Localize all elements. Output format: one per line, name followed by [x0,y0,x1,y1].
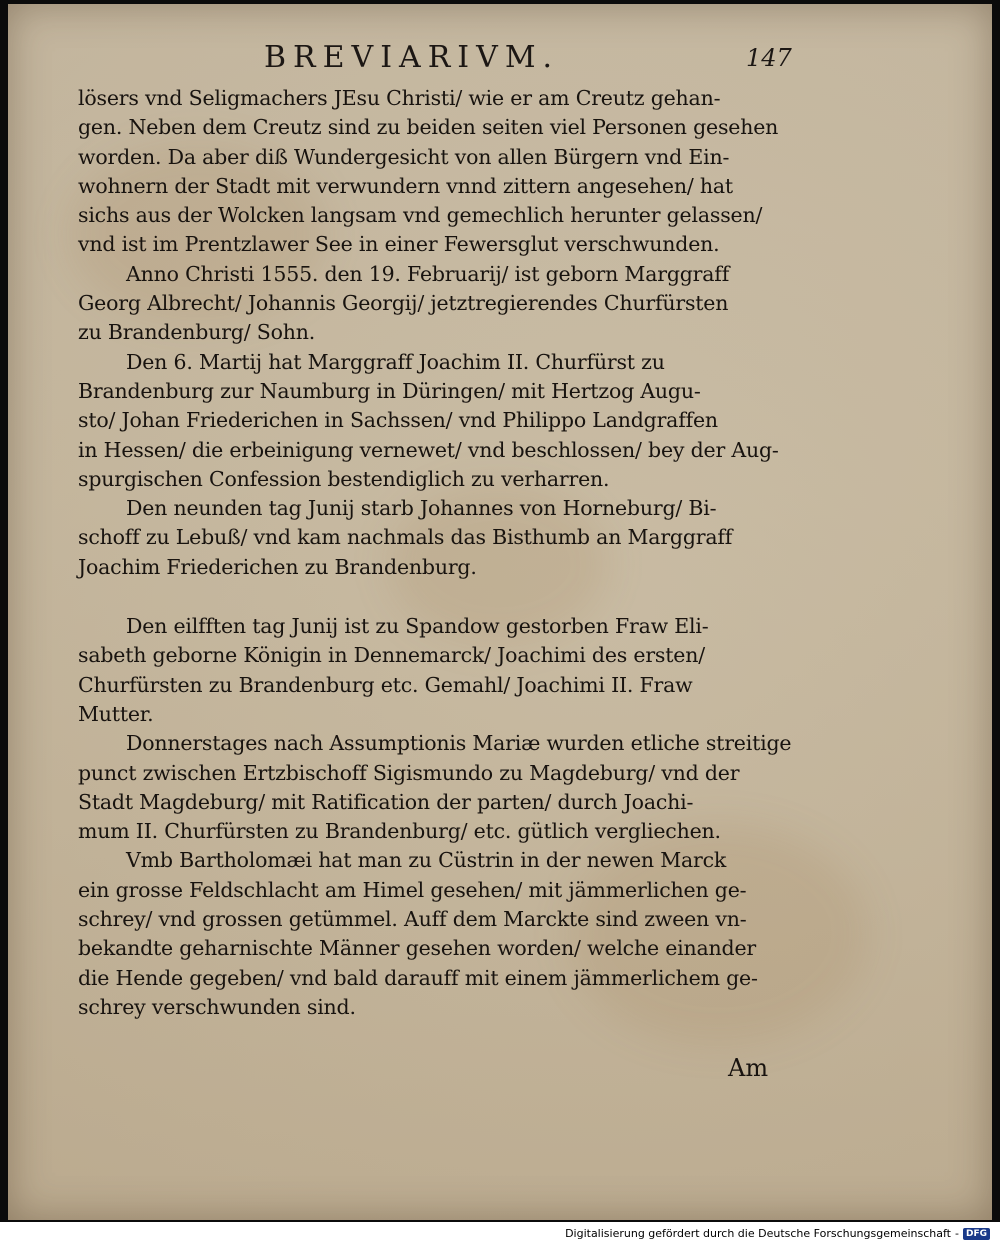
page-number: 147 [746,44,792,72]
text-line: Mutter. [78,701,154,726]
text-line: Den eilfften tag Junij ist zu Spandow gestorben Fraw Eli- [126,614,709,639]
text-line: wohnern der Stadt mit verwundern vnnd zittern angesehen/ hat [78,173,733,198]
text-line: Brandenburg zur Naumburg in Düringen/ mit Hertzog Augu- [78,378,701,403]
text-line: die Hende gegeben/ vnd bald darauff mit einem jämmerlichem ge- [78,965,758,990]
text-line: in Hessen/ die erbeinigung vernewet/ vnd beschlossen/ bey der Aug- [78,437,779,462]
dfg-logo-icon: DFG [963,1228,990,1240]
text-line: lösers vnd Seligmachers JEsu Christi/ wie er am Creutz gehan- [78,86,721,110]
text-line: Den 6. Martij hat Marggraff Joachim II. Churfürst zu [126,349,665,374]
credit-text: Digitalisierung gefördert durch die Deutsche Forschungsgemeinschaft [565,1227,951,1240]
text-line: zu Brandenburg/ Sohn. [78,320,316,345]
text-line: gen. Neben dem Creutz sind zu beiden seiten viel Personen gesehen [78,115,779,140]
text-line: vnd ist im Prentzlawer See in einer Fewersglut verschwunden. [78,232,720,257]
text-line: Joachim Friederichen zu Brandenburg. [78,554,477,579]
text-line: Stadt Magdeburg/ mit Ratification der parten/ durch Joachi- [78,789,694,814]
credit-separator: - [955,1227,959,1240]
digitization-credit [565,1227,990,1240]
catchword: Am [728,1054,769,1082]
text-line: sabeth geborne Königin in Dennemarck/ Joachimi des ersten/ [78,643,705,668]
running-head: BREVIARIVM. [264,40,560,75]
text-line: Donnerstages nach Assumptionis Mariæ wurden etliche streitige [126,731,792,756]
text-line: Anno Christi 1555. den 19. Februarij/ ist geborn Marggraff [126,261,730,286]
text-line: sichs aus der Wolcken langsam vnd gemechlich herunter gelassen/ [78,203,763,228]
body-text [78,84,796,1022]
text-line: schrey verschwunden sind. [78,994,356,1019]
text-line: schoff zu Lebuß/ vnd kam nachmals das Bisthumb an Marggraff [78,525,733,550]
text-line: mum II. Churfürsten zu Brandenburg/ etc. gütlich vergliechen. [78,819,721,844]
text-line: Georg Albrecht/ Johannis Georgij/ jetztregierendes Churfürsten [78,291,729,316]
book-page [8,4,992,1220]
text-line: Den neunden tag Junij starb Johannes von Horneburg/ Bi- [126,496,717,521]
text-line: schrey/ vnd grossen getümmel. Auff dem Marckte sind zween vn- [78,907,747,932]
text-line: punct zwischen Ertzbischoff Sigismundo zu Magdeburg/ vnd der [78,760,740,785]
text-line: bekandte geharnischte Männer gesehen worden/ welche einander [78,936,756,961]
text-line: Vmb Bartholomæi hat man zu Cüstrin in der newen Marck [126,848,727,873]
text-line: spurgischen Confession bestendiglich zu verharren. [78,466,610,491]
text-line: sto/ Johan Friederichen in Sachssen/ vnd Philippo Landgraffen [78,408,718,433]
text-line: Churfürsten zu Brandenburg etc. Gemahl/ Joachimi II. Fraw [78,672,693,697]
text-line: worden. Da aber diß Wundergesicht von allen Bürgern vnd Ein- [78,144,730,169]
text-line: ein grosse Feldschlacht am Himel gesehen/ mit jämmerlichen ge- [78,877,747,902]
